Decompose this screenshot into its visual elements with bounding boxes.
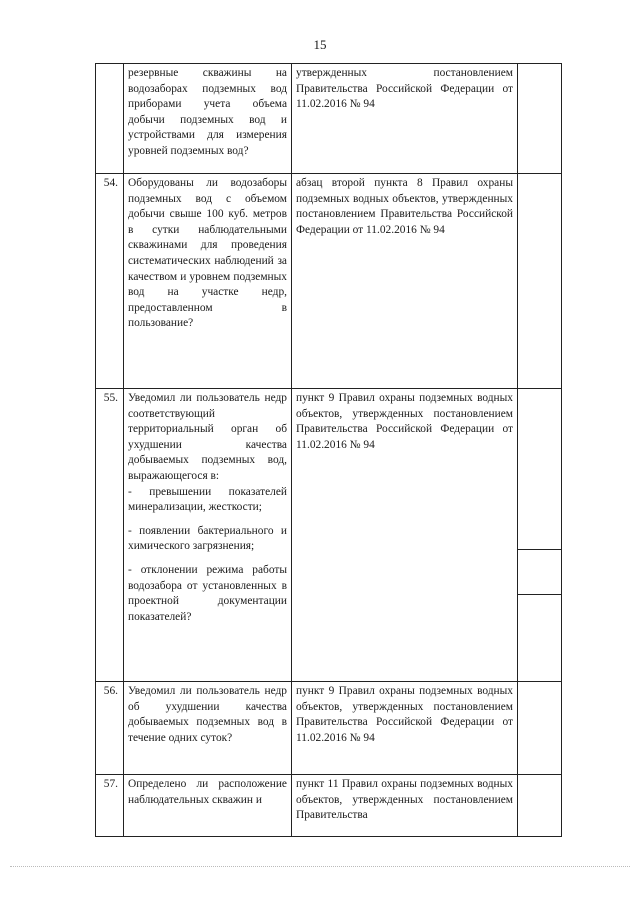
row-number: 54.: [96, 174, 124, 389]
question-cell: Оборудованы ли водозаборы подземных вод с объемом добычи свыше 100 куб. метров в сутки наблюдательными скважинами для проведения систематических наблюдений за качеством и уровнем подземных вод на участке недр, предоставленном в пользование?: [124, 174, 292, 389]
answer-cell: [518, 174, 562, 389]
reference-cell: пункт 11 Правил охраны подземных водных объектов, утвержденных постановлением Правительства: [292, 775, 518, 837]
table-row: [96, 389, 562, 682]
question-cell: резервные скважины на водозаборах подземных вод приборами учета объема добычи подземных вод и устройствами для измерения уровней подземных вод?: [124, 64, 292, 174]
answer-cell: [518, 682, 562, 775]
reference-cell: абзац второй пункта 8 Правил охраны подземных водных объектов, утвержденных постановлением Правительства Российской Федерации от 11.02.2016 № 94: [292, 174, 518, 389]
answer-subcell: [518, 550, 561, 595]
page-number: 15: [313, 37, 327, 52]
reference-cell: пункт 9 Правил охраны подземных водных объектов, утвержденных постановлением Правительства Российской Федерации от 11.02.2016 № 94: [292, 389, 518, 682]
checklist-table: [95, 63, 562, 837]
row-number: 56.: [96, 682, 124, 775]
answer-subcell: [518, 595, 561, 681]
reference-cell: пункт 9 Правил охраны подземных водных объектов, утвержденных постановлением Правительства Российской Федерации от 11.02.2016 № 94: [292, 682, 518, 775]
question-item: - появлении бактериального и химического загрязнения;: [128, 524, 287, 553]
table-row: [96, 775, 562, 837]
reference-cell: утвержденных постановлением Правительства Российской Федерации от 11.02.2016 № 94: [292, 64, 518, 174]
scan-artifact-line: [10, 866, 630, 867]
answer-subcell: [518, 389, 561, 550]
question-cell: Уведомил ли пользователь недр об ухудшении качества добываемых подземных вод в течение одних суток?: [124, 682, 292, 775]
question-item: - отклонении режима работы водозабора от установленных в проектной документации показателей?: [128, 563, 287, 623]
question-item: - превышении показателей минерализации, жесткости;: [128, 485, 287, 514]
answer-cell: [518, 389, 562, 682]
table-row: [96, 682, 562, 775]
table-row: [96, 174, 562, 389]
row-number: 55.: [96, 389, 124, 682]
answer-cell: [518, 64, 562, 174]
question-intro: Уведомил ли пользователь недр соответствующий территориальный орган об ухудшении качества добываемых подземных вод, выражающегося в:: [128, 392, 287, 482]
row-number: [96, 64, 124, 174]
question-cell: Определено ли расположение наблюдательных скважин и: [124, 775, 292, 837]
table-row: [96, 64, 562, 174]
answer-cell: [518, 775, 562, 837]
row-number: 57.: [96, 775, 124, 837]
question-cell: [124, 389, 292, 682]
